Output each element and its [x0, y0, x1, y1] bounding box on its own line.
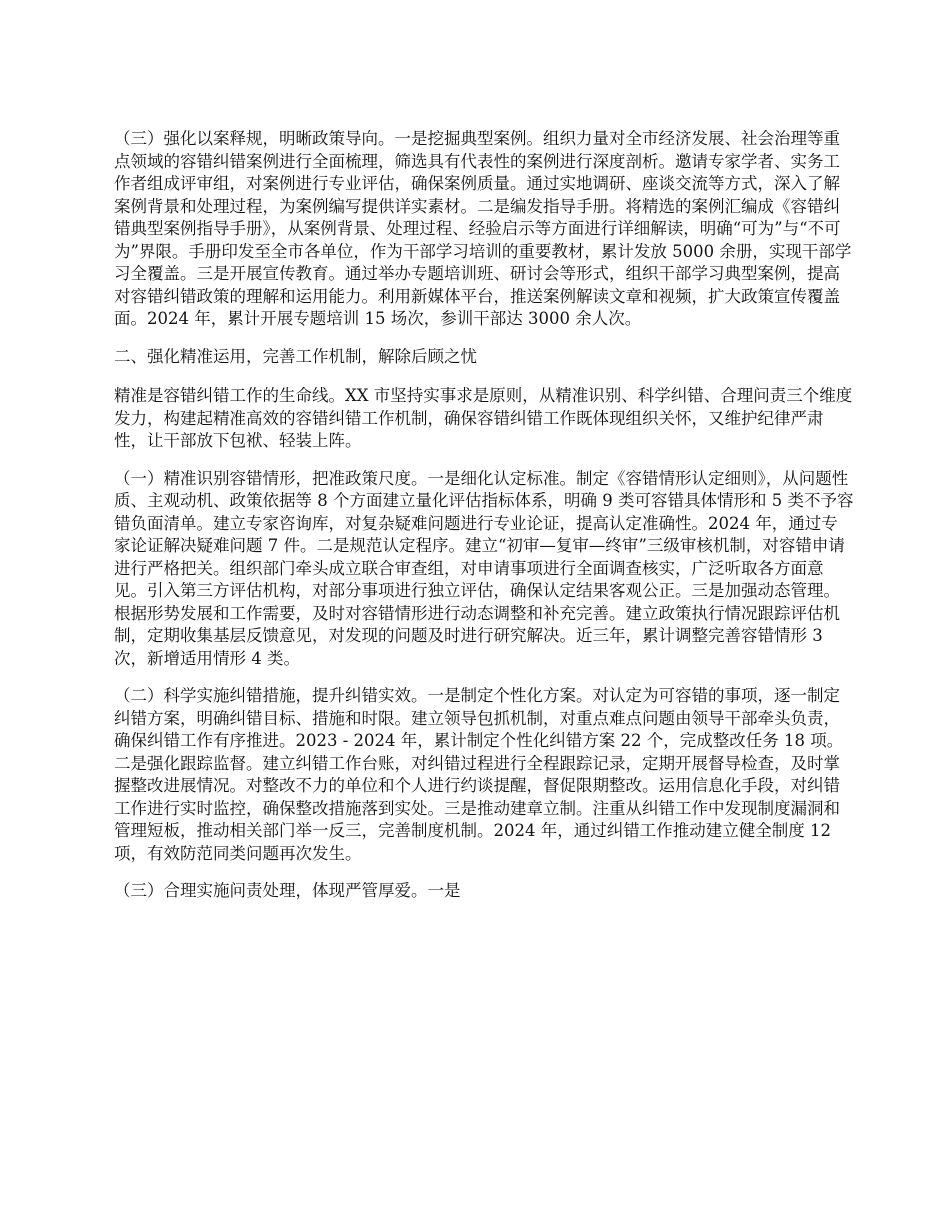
paragraph-identify-cases: （一）精准识别容错情形，把准政策尺度。一是细化认定标准。制定《容错情形认定细则》，从问题性质、主观动机、政策依据等 8 个方面建立量化评估指标体系，明确 9 类可容错具体情形和 5 类不予容错负面清单。建立专家咨询库，对复杂疑难问题进行专业论证，提高认定准确性。2024 年，通过专家论证解决疑难问题 7 件。二是规范认定程序。建立“初审—复审—终审”三级审核机制，对容错申请进行严格把关。组织部门牵头成立联合审查组，对申请事项进行全面调查核实，广泛听取各方面意见。引入第三方评估机构，对部分事项进行独立评估，确保认定结果客观公正。三是加强动态管理。根据形势发展和工作需要，及时对容错情形进行动态调整和补充完善。建立政策执行情况跟踪评估机制，定期收集基层反馈意见，对发现的问题及时进行研究解决。近三年，累计调整完善容错情形 3 次，新增适用情形 4 类。 [114, 468, 854, 668]
paragraph-precision-intro: 精准是容错纠错工作的生命线。XX 市坚持实事求是原则，从精准识别、科学纠错、合理问责三个维度发力，构建起精准高效的容错纠错工作机制，确保容错纠错工作既体现组织关怀，又维护纪律严肃性，让干部放下包袱、轻装上阵。 [114, 386, 853, 450]
paragraph-case-guidance: （三）强化以案释规，明晰政策导向。一是挖掘典型案例。组织力量对全市经济发展、社会治理等重点领域的容错纠错案例进行全面梳理，筛选具有代表性的案例进行深度剖析。邀请专家学者、实务工作者组成评审组，对案例进行专业评估，确保案例质量。通过实地调研、座谈交流等方式，深入了解案例背景和处理过程，为案例编写提供详实素材。二是编发指导手册。将精选的案例汇编成《容错纠错典型案例指导手册》，从案例背景、处理过程、经验启示等方面进行详细解读，明确“可为”与“不可为”界限。手册印发至全市各单位，作为干部学习培训的重要教材，累计发放 5000 余册，实现干部学习全覆盖。三是开展宣传教育。通过举办专题培训班、研讨会等形式，组织干部学习典型案例，提高对容错纠错政策的理解和运用能力。利用新媒体平台，推送案例解读文章和视频，扩大政策宣传覆盖面。2024 年，累计开展专题培训 15 场次，参训干部达 3000 余人次。 [114, 129, 852, 328]
paragraph-correction-measures: （二）科学实施纠错措施，提升纠错实效。一是制定个性化方案。对认定为可容错的事项，逐一制定纠错方案，明确纠错目标、措施和时限。建立领导包抓机制，对重点难点问题由领导干部牵头负责，确保纠错工作有序推进。2023 - 2024 年，累计制定个性化纠错方案 22 个，完成整改任务 18 项。二是强化跟踪监督。建立纠错工作台账，对纠错过程进行全程跟踪记录，定期开展督导检查，及时掌握整改进展情况。对整改不力的单位和个人进行约谈提醒，督促限期整改。运用信息化手段，对纠错工作进行实时监控，确保整改措施落到实处。三是推动建章立制。注重从纠错工作中发现制度漏洞和管理短板，推动相关部门举一反三，完善制度机制。2024 年，通过纠错工作推动建立健全制度 12 项，有效防范同类问题再次发生。 [114, 686, 844, 863]
paragraph-accountability: （三）合理实施问责处理，体现严管厚爱。一是 [114, 881, 461, 900]
section-heading: 二、强化精准运用，完善工作机制，解除后顾之忧 [114, 346, 477, 366]
